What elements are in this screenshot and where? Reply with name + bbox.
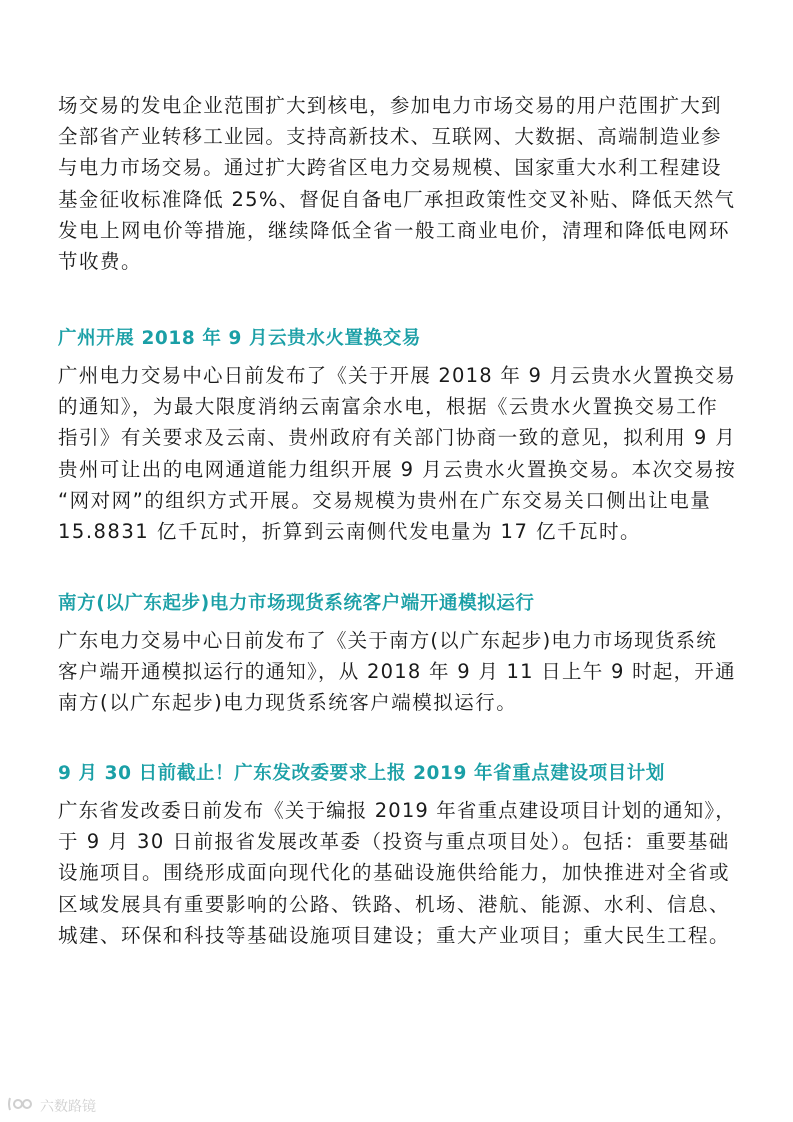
paragraph-line: 广东省发改委日前发布《关于编报 2019 年省重点建设项目计划的通知》， — [58, 799, 736, 822]
intro-paragraph — [58, 90, 735, 277]
paragraph-line: 南方(以广东起步)电力现货系统客户端模拟运行。 — [58, 691, 518, 715]
paragraph-line: 与电力市场交易。通过扩大跨省区电力交易规模、国家重大水利工程建设 — [58, 156, 722, 180]
watermark-logo-icon — [6, 1094, 36, 1118]
paragraph-line: 指引》有关要求及云南、贵州政府有关部门协商一致的意见，拟利用 9 月 — [58, 426, 737, 450]
paragraph-line: 贵州可让出的电网通道能力组织开展 9 月云贵水火置换交易。本次交易按 — [58, 457, 737, 481]
paragraph-line: 的通知》，为最大限度消纳云南富余水电，根据《云贵水火置换交易工作 — [58, 395, 719, 419]
paragraph-line: 广州电力交易中心日前发布了《关于开展 2018 年 9 月云贵水火置换交易 — [58, 364, 737, 387]
watermark-text: 六数路镜 — [40, 1099, 96, 1115]
paragraph-line: “网对网”的组织方式开展。交易规模为贵州在广东交易关口侧出让电量 — [58, 488, 712, 512]
section-paragraph-spot-market — [58, 625, 736, 719]
section-paragraph-guangzhou-swap — [58, 360, 736, 547]
paragraph-line: 15.8831 亿千瓦时，折算到云南侧代发电量为 17 亿千瓦时。 — [58, 520, 642, 544]
paragraph-line: 客户端开通模拟运行的通知》，从 2018 年 9 月 11 日上午 9 时起，开通 — [58, 660, 736, 684]
watermark — [6, 1094, 96, 1118]
paragraph-line: 发电上网电价等措施，继续降低全省一般工商业电价，清理和降低电网环 — [58, 218, 731, 242]
paragraph-line: 设施项目。围绕形成面向现代化的基础设施供给能力，加快推进对全省或 — [58, 861, 731, 885]
paragraph-line: 区域发展具有重要影响的公路、铁路、机场、港航、能源、水利、信息、 — [58, 892, 731, 916]
section-heading-key-projects: 9 月 30 日前截止！广东发改委要求上报 2019 年省重点建设项目计划 — [58, 763, 666, 784]
paragraph-line: 全部省产业转移工业园。支持高新技术、互联网、大数据、高端制造业参 — [58, 125, 722, 149]
paragraph-line: 广东电力交易中心日前发布了《关于南方(以广东起步)电力市场现货系统 — [58, 629, 717, 652]
paragraph-line: 场交易的发电企业范围扩大到核电，参加电力市场交易的用户范围扩大到 — [58, 94, 722, 117]
paragraph-line: 基金征收标准降低 25%、督促自备电厂承担政策性交叉补贴、降低天然气 — [58, 187, 736, 211]
section-paragraph-key-projects — [58, 795, 736, 951]
paragraph-line: 于 9 月 30 日前报省发展改革委（投资与重点项目处）。包括：重要基础 — [58, 830, 730, 854]
section-heading-spot-market: 南方(以广东起步)电力市场现货系统客户端开通模拟运行 — [58, 593, 535, 614]
paragraph-line: 节收费。 — [58, 250, 143, 274]
paragraph-line: 城建、环保和科技等基础设施项目建设；重大产业项目；重大民生工程。 — [58, 923, 731, 947]
section-heading-guangzhou-swap: 广州开展 2018 年 9 月云贵水火置换交易 — [58, 328, 421, 349]
